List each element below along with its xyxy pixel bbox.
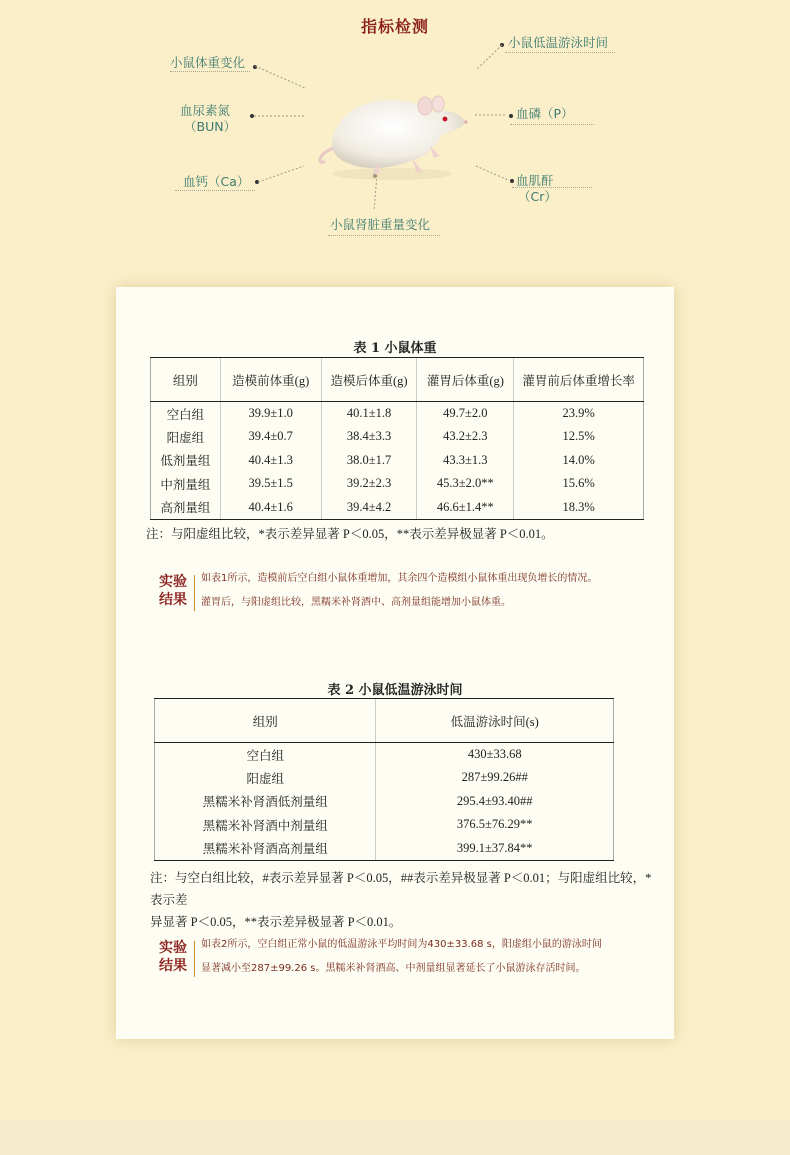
result2-tag [156,939,190,975]
table2-header: 低温游泳时间(s) [376,699,614,743]
result1-line: 如表1所示，造模前后空白组小鼠体重增加，其余四个造模组小鼠体重出现负增长的情况。 [201,573,598,584]
table1-header: 造模后体重(g) [321,358,417,402]
table-row [151,449,644,473]
table-cell: 黑糯米补肾酒低剂量组 [202,795,328,810]
table1-header: 组别 [151,358,221,402]
table-cell: 43.2±2.3 [417,425,514,449]
label-phosphorus: 血磷（P） [516,106,574,121]
table1-caption: 表 1 小鼠体重 [353,341,437,356]
table-cell: 376.5±76.29** [376,813,614,837]
table-cell: 399.1±37.84** [376,837,614,861]
result1-tag [156,573,190,609]
table2-caption: 表 2 小鼠低温游泳时间 [327,683,463,698]
connector-line [255,66,307,90]
table2-swim-time [154,698,614,861]
table-cell: 39.4±4.2 [321,496,417,520]
table-row [155,743,614,767]
label-bun-abbr: （BUN） [184,119,237,134]
label-swim-time: 小鼠低温游泳时间 [508,35,609,50]
table-row [151,472,644,496]
table2-note-line: 注：与空白组比较，#表示差异显著 P＜0.05，##表示差异极显著 P＜0.01；与阳虚组比较，*表示差 [150,871,652,907]
label-underline [328,235,440,236]
result2-line: 显著减小至287±99.26 s。黑糯米补肾酒高、中剂量组显著延长了小鼠游泳存活时间。 [201,963,586,974]
table-cell: 低剂量组 [160,454,211,469]
table-cell: 38.4±3.3 [321,425,417,449]
table-cell: 空白组 [166,407,205,422]
connector-line [474,164,510,182]
table-row [151,496,644,520]
result-tag-line: 实验 [159,940,187,956]
connector-line [254,115,306,119]
table-cell: 中剂量组 [160,477,211,492]
label-creatinine-abbr: （Cr） [518,189,557,204]
table1-body-weight [150,357,644,520]
table-row [151,402,644,426]
table-cell: 阳虚组 [246,771,284,786]
table-cell: 295.4±93.40## [376,790,614,814]
table-cell: 39.5±1.5 [220,472,321,496]
white-rat-image [312,86,472,186]
label-underline [512,187,592,188]
connector-line [475,114,509,118]
table-row [155,837,614,861]
table-cell: 43.3±1.3 [417,449,514,473]
label-bun: 血尿素氮 [180,103,231,118]
label-kidney-weight: 小鼠肾脏重量变化 [330,217,431,232]
table1-header: 造模前体重(g) [220,358,321,402]
table-cell: 46.6±1.4** [417,496,514,520]
table-row [151,425,644,449]
connector-line [258,164,306,184]
label-underline [505,52,615,53]
table-cell: 40.1±1.8 [321,402,417,426]
table2-note [150,867,660,933]
label-underline [170,71,250,72]
table2-note-line: 异显著 P＜0.05，**表示差异极显著 P＜0.01。 [150,915,402,929]
label-body-weight: 小鼠体重变化 [170,55,246,70]
result-divider [194,941,195,977]
result2-block [156,939,656,979]
result2-line: 如表2所示，空白组正常小鼠的低温游泳平均时间为430±33.68 s，阳虚组小鼠的游泳时间 [201,939,602,950]
table-cell: 430±33.68 [376,743,614,767]
table-cell: 高剂量组 [151,496,221,520]
table-cell: 40.4±1.3 [220,449,321,473]
indicator-diagram [0,0,790,260]
result1-block [156,573,656,613]
table1-header: 灌胃后体重(g) [417,358,514,402]
result1-line: 灌胃后，与阳虚组比较，黑糯米补肾酒中、高剂量组能增加小鼠体重。 [201,597,511,608]
table-cell: 287±99.26## [376,766,614,790]
table-cell: 40.4±1.6 [220,496,321,520]
table-cell: 黑糯米补肾酒中剂量组 [202,818,328,833]
table-cell: 空白组 [246,748,284,763]
result-tag-line: 结果 [159,958,187,974]
label-underline [510,124,594,125]
table-cell: 阳虚组 [166,430,205,445]
label-creatinine: 血肌酐 [516,173,554,188]
result-tag-line: 结果 [159,592,187,608]
connector-line [474,44,504,72]
table-cell: 12.5% [514,425,644,449]
table-cell: 39.9±1.0 [220,402,321,426]
bottom-band [0,1120,790,1155]
connector-dot [510,179,514,183]
table1-note: 注：与阳虚组比较，*表示差异显著 P＜0.05，**表示差异极显著 P＜0.01。 [146,527,554,541]
table-cell: 18.3% [514,496,644,520]
table-cell: 23.9% [514,402,644,426]
content-card [116,287,674,1039]
table-row [155,813,614,837]
label-calcium: 血钙（Ca） [183,174,250,189]
result-tag-line: 实验 [159,574,187,590]
table-cell: 39.2±2.3 [321,472,417,496]
table2-header: 组别 [155,699,376,743]
result-divider [194,575,195,611]
table1-header: 灌胃前后体重增长率 [514,358,644,402]
diagram-title: 指标检测 [360,17,429,36]
table-cell: 38.0±1.7 [321,449,417,473]
table-cell: 15.6% [514,472,644,496]
label-underline [175,190,255,191]
table-cell: 39.4±0.7 [220,425,321,449]
table-cell: 45.3±2.0** [417,472,514,496]
table-cell: 黑糯米补肾酒高剂量组 [155,837,376,861]
table-row [155,766,614,790]
table-row [155,790,614,814]
table-cell: 49.7±2.0 [417,402,514,426]
table-cell: 14.0% [514,449,644,473]
connector-dot [509,114,513,118]
